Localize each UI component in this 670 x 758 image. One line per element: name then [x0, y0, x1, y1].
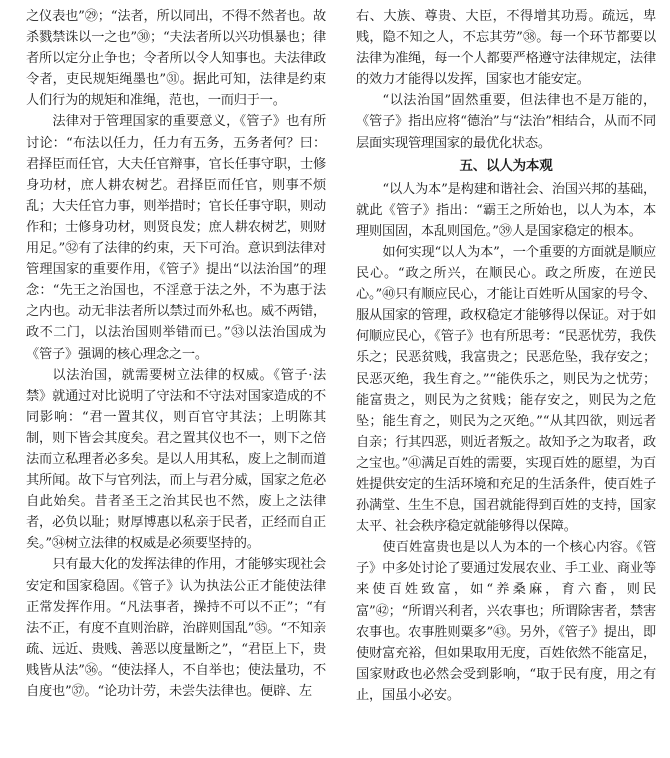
section-heading: 五、以人为本观 [459, 157, 553, 174]
paragraph: 右、大族、尊贵、大臣，不得增其功焉。疏远，卑贱，隐不知之人，不忘其劳”㊳。每一个环节都要以法律为准绳，每一个人都要严格遵守法律规定，法律的效力才能得以发挥，国家也才能安定。 [356, 9, 656, 88]
right-column [356, 6, 656, 706]
paragraph: 只有最大化的发挥法律的作用，才能够实现社会安定和国家稳固。《管子》认为执法公正才能使法律正常发挥作用。“凡法事者，操持不可以不正”；“有法不正，有度不直则治辟，治辟则国乱”㉟。“不知亲疏、远近、贵贱、善恶以度量断之”，“君臣上下，贵贱皆从法”㊱。“使法择人，不自举也；使法量功，不自度也”㊲。“论功计劳，未尝失法律也。便辟、左 [26, 557, 326, 699]
paragraph: 法律对于管理国家的重要意义，《管子》也有所讨论：“布法以任力，任力有五务，五务者何？曰：君择臣而任官，大夫任官辩事，官长任事守职，士修身功材，庶人耕农树艺。君择臣而任官，则事不烦乱；大夫任官力事，则举措时；官长任事守职，则动作和；士修身功材，则贤良发；庶人耕农树艺，则财用足。”㉜有了法律的约束，天下可治。意识到法律对管理国家的重要作用，《管子》提出“以法治国”的理念：“先王之治国也，不淫意于法之外，不为惠于法之内也。动无非法者所以禁过而外私也。威不两错，政不二门，以法治国则举错而已。”㉝以法治国成为《管子》强调的核心理念之一。 [26, 114, 326, 362]
paragraph: 使百姓富贵也是以人为本的一个核心内容。《管子》中多处讨论了要通过发展农业、手工业、商业等来使百姓致富，如“养桑麻，育六畜，则民富”㊷；“所谓兴利者，兴农事也；所谓除害者，禁害农事也。农事胜则粟多”㊸。另外，《管子》提出，即使财富充裕，但如果取用无度，百姓依然不能富足，国家财政也必然会受到影响，“取于民有度，用之有止，国虽小必安。 [356, 540, 656, 703]
paragraph: 之仪表也”㉙；“法者，所以同出，不得不然者也。故杀戮禁诛以一之也”㉚；“夫法者所以兴功惧暴也；律者所以定分止争也；令者所以令人知事也。夫法律政令者，吏民规矩绳墨也”㉛。据此可知，法律是约束人们行为的规矩和准绳，范也，一而归于一。 [26, 9, 326, 109]
left-column [26, 6, 326, 702]
paragraph: 以法治国，就需要树立法律的权威。《管子·法禁》就通过对比说明了守法和不守法对国家造成的不同影响：“君一置其仪，则百官守其法；上明陈其制，则下皆会其度矣。君之置其仪也不一，则下之倍法而立私理者必多矣。是以人用其私，废上之制而道其所闻。故下与官列法，而上与君分威，国家之危必自此始矣。昔者圣王之治其民也不然，废上之法律者，必负以耻；财厚博惠以私亲于民者，正经而自正矣。”㉞树立法律的权威是必须要坚持的。 [26, 367, 326, 552]
paragraph: “以人为本”是构建和谐社会、治国兴邦的基础，就此《管子》指出：“霸王之所始也，以人为本，本理则国固，本乱则国危。”㊴人是国家稳定的根本。 [356, 181, 656, 239]
paragraph: 如何实现“以人为本”，一个重要的方面就是顺应民心。“政之所兴，在顺民心。政之所废，在逆民心。”㊵只有顺应民心，才能让百姓听从国家的号令、服从国家的管理，政权稳定才能够得以保证。对于如何顺应民心，《管子》也有所思考：“民恶忧劳，我佚乐之；民恶贫贱，我富贵之；民恶危坠，我存安之；民恶灭绝，我生育之。”“能佚乐之，则民为之忧劳；能富贵之，则民为之贫贱；能存安之，则民为之危坠；能生育之，则民为之灭绝。”“从其四欲，则远者自亲；行其四恶，则近者叛之。故知予之为取者，政之宝也。”㊶满足百姓的需要，实现百姓的愿望，为百姓提供安定的生活环境和充足的生活条件，使百姓子孙满堂、生生不息，国君就能得到百姓的支持，国家太平、社会秩序稳定就能够得以保障。 [356, 244, 656, 535]
paragraph: “以法治国”固然重要，但法律也不是万能的，《管子》指出应将“德治”与“法治”相结合，从而不同层面实现管理国家的最优化状态。 [356, 93, 656, 151]
